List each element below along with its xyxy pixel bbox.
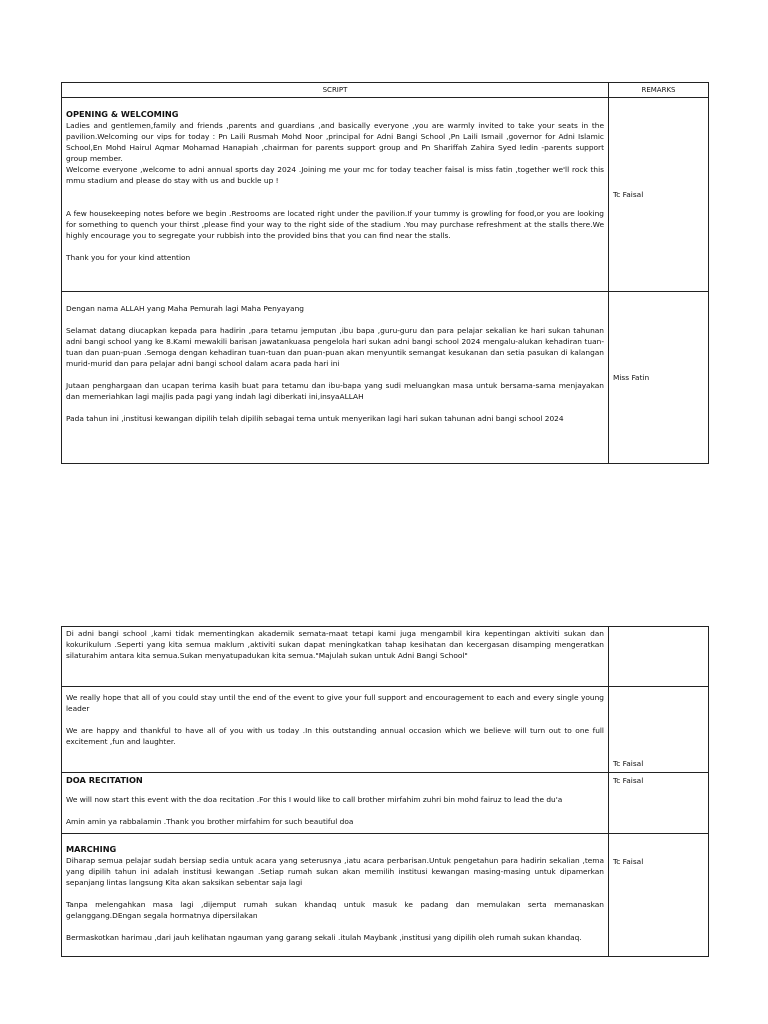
marching-paragraph-2: Tanpa melengahkan masa lagi ,dijemput rumah sukan khandaq untuk masuk ke padang dan memulakan serta memanaskan gelanggang.DEngan segala hormatnya dipersilakan — [66, 900, 604, 920]
table-row-marching — [62, 834, 709, 957]
malay-paragraph-4: Pada tahun ini ,institusi kewangan dipilih telah dipilih sebagai tema untuk menyerikan lagi hari sukan tahunan adni bangi school 2024 — [66, 414, 564, 423]
script-table-page-1 — [61, 82, 709, 464]
malay-welcome-remark-cell: Miss Fatin — [609, 292, 709, 464]
opening-remark-cell: Tc Faisal — [609, 98, 709, 292]
sports-value-paragraph: Di adni bangi school ,kami tidak mementingkan akademik semata-maat tetapi kami juga mengambil kira kepentingan aktiviti sukan dan kokurikulum .Seperti yang kita semua maklum ,aktiviti sukan dapat meningkatkan tahap kesihatan dan kecergasan disamping mengeratkan silaturahim antara kita semua.Sukan menyatupadukan kita semua."Majulah sukan untuk Adni Bangi School" — [66, 629, 604, 660]
doa-heading: DOA RECITATION — [66, 775, 143, 785]
malay-paragraph-3: Jutaan penghargaan dan ucapan terima kasih buat para tetamu dan ibu-bapa yang sudi meluangkan masa untuk bersama-sama menjayakan dan memeriahkan lagi majlis pada pagi yang indah lagi diberkati ini,insyaALLAH — [66, 381, 604, 401]
opening-paragraph-4: Thank you for your kind attention — [66, 253, 191, 262]
doa-script-cell — [62, 773, 609, 834]
script-column-header: SCRIPT — [62, 83, 609, 98]
opening-paragraph-1: Ladies and gentlemen,family and friends ,parents and guardians ,and basically everyone ,you are warmly invited to take your seats in the pavilion.Welcoming our vips for today : Pn Laili Rusmah Mohd Noor ,principal for Adni Bangi School ,Pn Laili Ismail ,governor for Adni Islamic School,En Mohd Hairul Aqmar Mohamad Hanapiah ,chairman for parents support group and Pn Shariffah Zahira Syed Iedin -parents support group member. — [66, 121, 604, 163]
doa-remark-cell: Tc Faisal — [609, 773, 709, 834]
sports-value-remark-cell — [609, 627, 709, 687]
marching-remark-cell: Tc Faisal — [609, 834, 709, 957]
opening-paragraph-2: Welcome everyone ,welcome to adni annual sports day 2024 .Joining me your mc for today teacher faisal is miss fatin ,together we'll rock this mmu stadium and please do stay with us and buckle up ! — [66, 165, 604, 185]
table-header-row — [62, 83, 709, 98]
sports-value-script-cell — [62, 627, 609, 687]
malay-paragraph-1: Dengan nama ALLAH yang Maha Pemurah lagi Maha Penyayang — [66, 304, 304, 313]
script-table-page-2 — [61, 626, 709, 957]
table-row-doa-recitation — [62, 773, 709, 834]
remarks-column-header: REMARKS — [609, 83, 709, 98]
closing-welcome-remark-cell: Tc Faisal — [609, 687, 709, 773]
doa-paragraph-1: We will now start this event with the doa recitation .For this I would like to call brother mirfahim zuhri bin mohd fairuz to lead the du'a — [66, 795, 563, 804]
opening-heading: OPENING & WELCOMING — [66, 109, 179, 119]
marching-heading: MARCHING — [66, 844, 117, 854]
table-row-closing-welcome — [62, 687, 709, 773]
marching-paragraph-1: Diharap semua pelajar sudah bersiap sedia untuk acara yang seterusnya ,iatu acara perbarisan.Untuk pengetahun para hadirin sekalian ,tema yang dipilih tahun ini adalah institusi kewangan .Setiap rumah sukan akan memilih institusi kewangan masing-masing untuk dipamerkan sepanjang lintas langsung Kita akan saksikan sebentar saja lagi — [66, 856, 604, 887]
doa-paragraph-2: Amin amin ya rabbalamin .Thank you brother mirfahim for such beautiful doa — [66, 817, 354, 826]
closing-welcome-paragraph-1: We really hope that all of you could stay until the end of the event to give your full support and encouragement to each and every single young leader — [66, 693, 604, 713]
opening-paragraph-3: A few housekeeping notes before we begin .Restrooms are located right under the pavilion.If your tummy is growling for food,or you are looking for something to quench your thirst ,please find your way to the right side of the stadium .You may purchase refreshment at the stalls there.We highly encourage you to segregate your rubbish into the provided bins that you can find near the stalls. — [66, 209, 604, 240]
closing-welcome-paragraph-2: We are happy and thankful to have all of you with us today .In this outstanding annual occasion which we believe will turn out to one full excitement ,fun and laughter. — [66, 726, 604, 746]
malay-paragraph-2: Selamat datang diucapkan kepada para hadirin ,para tetamu jemputan ,ibu bapa ,guru-guru dan para pelajar sekalian ke hari sukan tahunan adni bangi school yang ke 8.Kami mewakili barisan jawatankuasa pengelola hari sukan adni bangi school 2024 mengalu-alukan kehadiran tuan-tuan dan puan-puan .Semoga dengan kehadiran tuan-tuan dan puan-puan akan menyuntik semangat kesukanan dan setia pasukan di kalangan murid-murid dan para pelajar adni bangi school dalam acara pada hari ini — [66, 326, 604, 368]
marching-script-cell — [62, 834, 609, 957]
table-row-malay-welcome — [62, 292, 709, 464]
table-row-sports-value — [62, 627, 709, 687]
malay-welcome-script-cell — [62, 292, 609, 464]
marching-paragraph-3: Bermaskotkan harimau ,dari jauh kelihatan ngauman yang garang sekali .itulah Maybank ,institusi yang dipilih oleh rumah sukan khandaq. — [66, 933, 582, 942]
table-row-opening — [62, 98, 709, 292]
opening-script-cell — [62, 98, 609, 292]
closing-welcome-script-cell — [62, 687, 609, 773]
